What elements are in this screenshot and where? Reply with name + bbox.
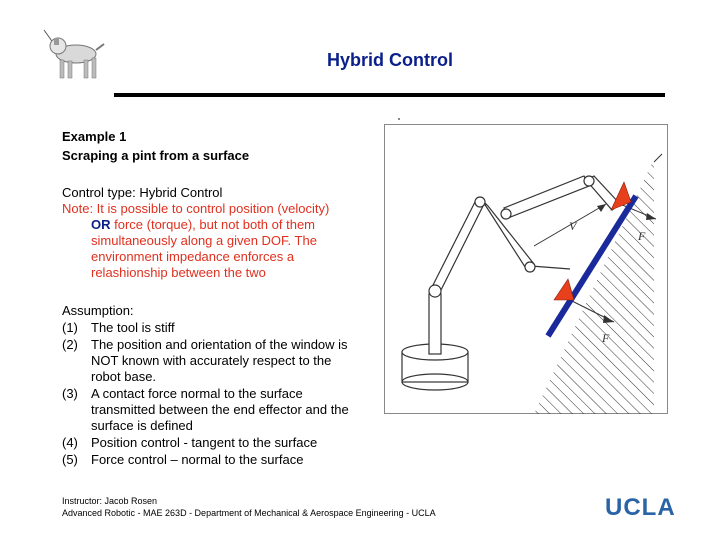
item-text: Position control - tangent to the surface: [91, 435, 318, 450]
item-number: (3): [62, 386, 78, 401]
item-text: A contact force normal to the surface transmitted between the end effector and the surface is defined: [91, 386, 349, 433]
robot-joint: [501, 209, 511, 219]
robot-joint: [429, 285, 441, 297]
assumption-item: [62, 435, 362, 451]
label-v: V: [569, 219, 577, 233]
assumption-item: [62, 337, 362, 385]
example-description: Scraping a pint from a surface: [62, 148, 250, 163]
example-number: Example 1: [62, 129, 127, 144]
control-section: [62, 185, 362, 281]
label-f1: F: [638, 229, 646, 243]
slide-title: Hybrid Control: [327, 50, 453, 70]
footer-instructor: Instructor: Jacob Rosen: [62, 496, 158, 506]
robot-arm-figure: [384, 124, 668, 414]
item-text: The tool is stiff: [91, 320, 175, 335]
assumption-item: [62, 386, 362, 434]
label-f2: F: [602, 331, 610, 345]
note-rest: force (torque), but not both of them simultaneously along a given DOF. The environment impedance enforces a relashionship between the two: [91, 217, 317, 280]
item-text: The position and orientation of the window is NOT known with accurately respect to the robot base.: [91, 337, 348, 384]
item-number: (5): [62, 452, 78, 467]
assumption-item: [62, 452, 362, 468]
item-number: (4): [62, 435, 78, 450]
control-note: [62, 201, 362, 281]
assumption-list: [62, 303, 362, 468]
assumption-heading: Assumption:: [62, 303, 134, 318]
example-heading: [62, 127, 249, 165]
footer: [62, 495, 436, 519]
note-or: OR: [91, 217, 111, 232]
robot-joint: [475, 197, 485, 207]
control-type: Control type: Hybrid Control: [62, 185, 223, 200]
item-number: (2): [62, 337, 78, 352]
robot-joint: [584, 176, 594, 186]
footer-course: Advanced Robotic - MAE 263D - Department of Mechanical & Aerospace Engineering - UCLA: [62, 508, 436, 518]
assumption-item: [62, 320, 362, 336]
stray-dot: [398, 118, 400, 120]
note-start: Note: It is possible to control position (velocity): [62, 201, 330, 216]
title-divider: [114, 93, 665, 97]
robot-dog-logo: [36, 24, 108, 88]
ucla-logo: UCLA: [605, 494, 676, 521]
robot-joint: [525, 262, 535, 272]
item-number: (1): [62, 320, 78, 335]
item-text: Force control – normal to the surface: [91, 452, 304, 467]
